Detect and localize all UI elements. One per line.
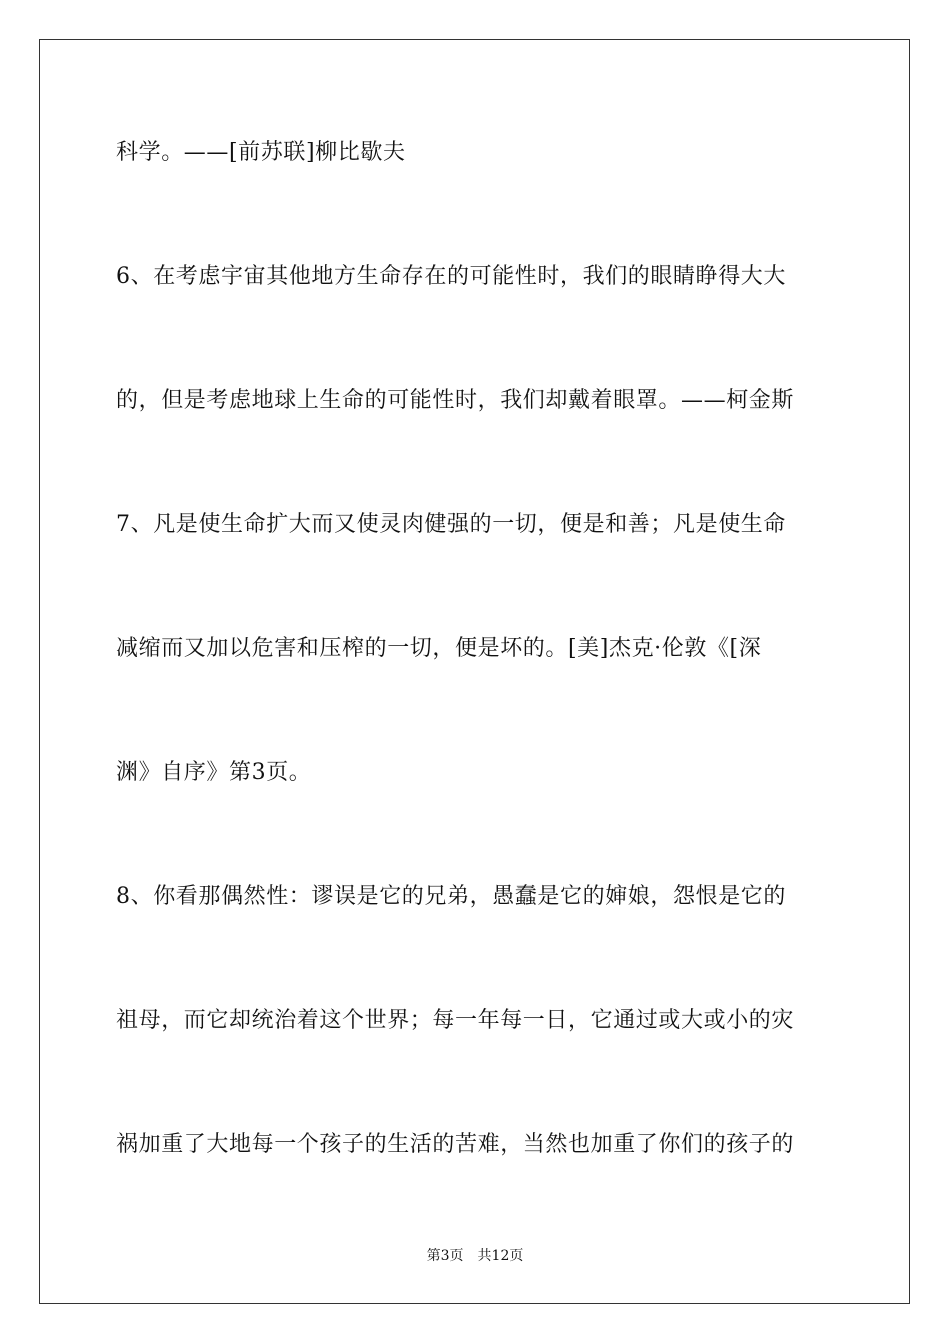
page-total: 共12页: [477, 1248, 524, 1264]
text-line-4: 7、凡是使生命扩大而又使灵肉健强的一切，便是和善；凡是使生命: [116, 512, 786, 537]
text-line-3: 的，但是考虑地球上生命的可能性时，我们却戴着眼罩。——柯金斯: [116, 388, 795, 413]
page-border: [39, 39, 910, 1304]
page-footer: [0, 1247, 950, 1265]
text-line-9: 祸加重了大地每一个孩子的生活的苦难，当然也加重了你们的孩子的: [116, 1132, 795, 1157]
text-line-1: 科学。——[前苏联]柳比歇夫: [116, 140, 406, 165]
text-line-7: 8、你看那偶然性：谬误是它的兄弟，愚蠢是它的婶娘，怨恨是它的: [116, 884, 786, 909]
text-line-5: 减缩而又加以危害和压榨的一切，便是坏的。[美]杰克·伦敦《[深: [116, 636, 762, 661]
text-line-6: 渊》自序》第3页。: [116, 760, 312, 785]
text-line-8: 祖母，而它却统治着这个世界；每一年每一日，它通过或大或小的灾: [116, 1008, 795, 1033]
page-number: 第3页: [426, 1248, 464, 1264]
text-line-2: 6、在考虑宇宙其他地方生命存在的可能性时，我们的眼睛睁得大大: [116, 264, 786, 289]
